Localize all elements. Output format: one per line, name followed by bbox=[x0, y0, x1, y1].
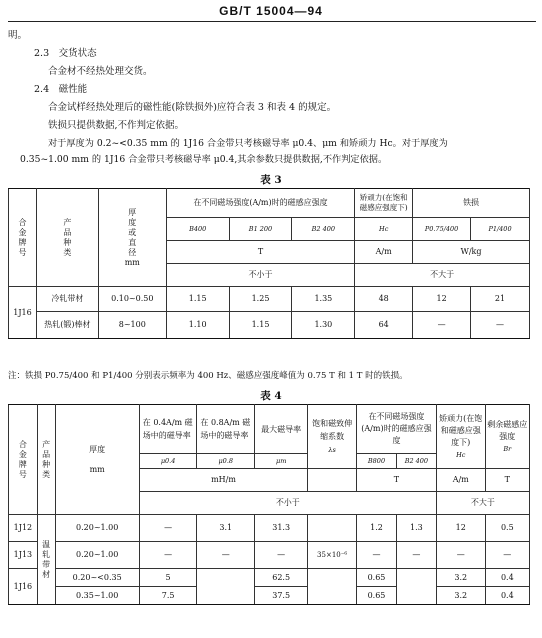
t3-head-induction: 在不同磁场强度(A/m)时的磁感应强度 bbox=[166, 189, 355, 218]
para-2-4-c: 对于厚度为 0.2~<0.35 mm 的 1J16 合金带只考核磁导率 μ0.4、μm 和矫顽力 Hc。对于厚度为 bbox=[48, 138, 448, 149]
t3-unit-t: T bbox=[166, 241, 355, 264]
standard-header: GB/T 15004—94 bbox=[219, 4, 323, 18]
t4-not-less: 不小于 bbox=[139, 492, 436, 515]
t3-head-form: 产品种类 bbox=[36, 189, 98, 287]
t3-sym-b2400: B2 400 bbox=[292, 218, 355, 241]
table3-caption: 表 3 bbox=[260, 174, 282, 186]
table-row: 热轧(锻)棒材 8~100 1.10 1.15 1.30 64 — — bbox=[9, 312, 530, 339]
t3-sym-b1200: B1 200 bbox=[229, 218, 292, 241]
t4-sym-b800: B800 bbox=[357, 454, 397, 469]
heading-2-3: 2.3 交货状态 bbox=[34, 48, 97, 59]
t4-head-mu08: 在 0.8A/m 磁场中的磁导率 bbox=[197, 405, 255, 454]
t3-grade: 1J16 bbox=[9, 287, 37, 339]
t4-unit-blank bbox=[308, 469, 357, 492]
t3-sym-p1: P1/400 bbox=[471, 218, 530, 241]
table-row: 1J12 温轧带材 0.20~1.00 — 3.1 31.3 1.2 1.3 12 0.5 bbox=[9, 515, 530, 542]
table3-note: 注：铁损 P0.75/400 和 P1/400 分别表示频率为 400 Hz、磁感应强度峰值为 0.75 T 和 1 T 时的铁损。 bbox=[8, 371, 408, 381]
table-3 bbox=[8, 188, 530, 339]
t4-head-mum: 最大磁导率 bbox=[255, 405, 308, 454]
table4-caption: 表 4 bbox=[260, 390, 282, 402]
t3-unit-wkg: W/kg bbox=[413, 241, 530, 264]
t3-not-more: 不大于 bbox=[355, 264, 530, 287]
t3-sym-p075: P0.75/400 bbox=[413, 218, 471, 241]
header-rule bbox=[8, 21, 536, 22]
t4-sym-mu08: μ0.8 bbox=[197, 454, 255, 469]
para-2-4-a: 合金试样经热处理后的磁性能(除铁损外)应符合表 3 和表 4 的规定。 bbox=[48, 102, 337, 113]
t4-head-form: 产品种类 bbox=[37, 405, 55, 515]
t4-unit-t: T bbox=[357, 469, 437, 492]
t4-unit-mhm: mH/m bbox=[139, 469, 307, 492]
t4-sym-mum: μm bbox=[255, 454, 308, 469]
t4-head-lambda: 饱和磁致伸缩系数 λs bbox=[308, 405, 357, 469]
para-2-4-b: 铁损只提供数据,不作判定依据。 bbox=[48, 120, 185, 131]
t4-head-mu04: 在 0.4A/m 磁场中的磁导率 bbox=[139, 405, 197, 454]
heading-2-4: 2.4 磁性能 bbox=[34, 84, 88, 95]
t4-unit-t2: T bbox=[485, 469, 529, 492]
para-2-4-d: 0.35~1.00 mm 的 1J16 合金带只考核磁导率 μ0.4,其余参数只提供数据,不作判定依据。 bbox=[20, 154, 388, 165]
t4-sym-b2400: B2 400 bbox=[396, 454, 436, 469]
para-2-3: 合金材不经热处理交货。 bbox=[48, 66, 153, 77]
table-row: 1J16 冷轧带材 0.10~0.50 1.15 1.25 1.35 48 12 21 bbox=[9, 287, 530, 312]
t3-head-coercive: 矫顽力(在饱和磁感应强度下) bbox=[355, 189, 413, 218]
t4-head-induction: 在不同磁场强度(A/m)时的磁感应强度 bbox=[357, 405, 437, 454]
t4-unit-am: A/m bbox=[436, 469, 485, 492]
t4-head-grade: 合金牌号 bbox=[9, 405, 38, 515]
t4-form: 温轧带材 bbox=[37, 515, 55, 605]
table-row: 1J16 0.20~<0.35 5 62.5 0.65 3.2 0.4 bbox=[9, 569, 530, 587]
table-row: 1J13 0.20~1.00 — — — 35×10⁻⁶ — — — — bbox=[9, 542, 530, 569]
table-row: 0.35~1.00 7.5 37.5 0.65 3.2 0.4 bbox=[9, 587, 530, 605]
t3-not-less: 不小于 bbox=[166, 264, 355, 287]
t3-sym-hc: Hc bbox=[355, 218, 413, 241]
t3-unit-am: A/m bbox=[355, 241, 413, 264]
t3-head-thick: 厚度或直径 mm bbox=[98, 189, 166, 287]
t4-head-thick: 厚度 mm bbox=[55, 405, 139, 515]
t4-head-rem: 剩余磁感应强度 Br bbox=[485, 405, 529, 469]
t3-sym-b400: B400 bbox=[166, 218, 229, 241]
t3-head-grade: 合金牌号 bbox=[9, 189, 37, 287]
table-4 bbox=[8, 404, 530, 605]
para-continuation: 明。 bbox=[8, 30, 28, 41]
t4-not-more: 不大于 bbox=[436, 492, 529, 515]
t3-head-loss: 铁损 bbox=[413, 189, 530, 218]
t4-sym-mu04: μ0.4 bbox=[139, 454, 197, 469]
t4-head-coercive: 矫顽力(在饱和磁感应强度下) Hc bbox=[436, 405, 485, 469]
